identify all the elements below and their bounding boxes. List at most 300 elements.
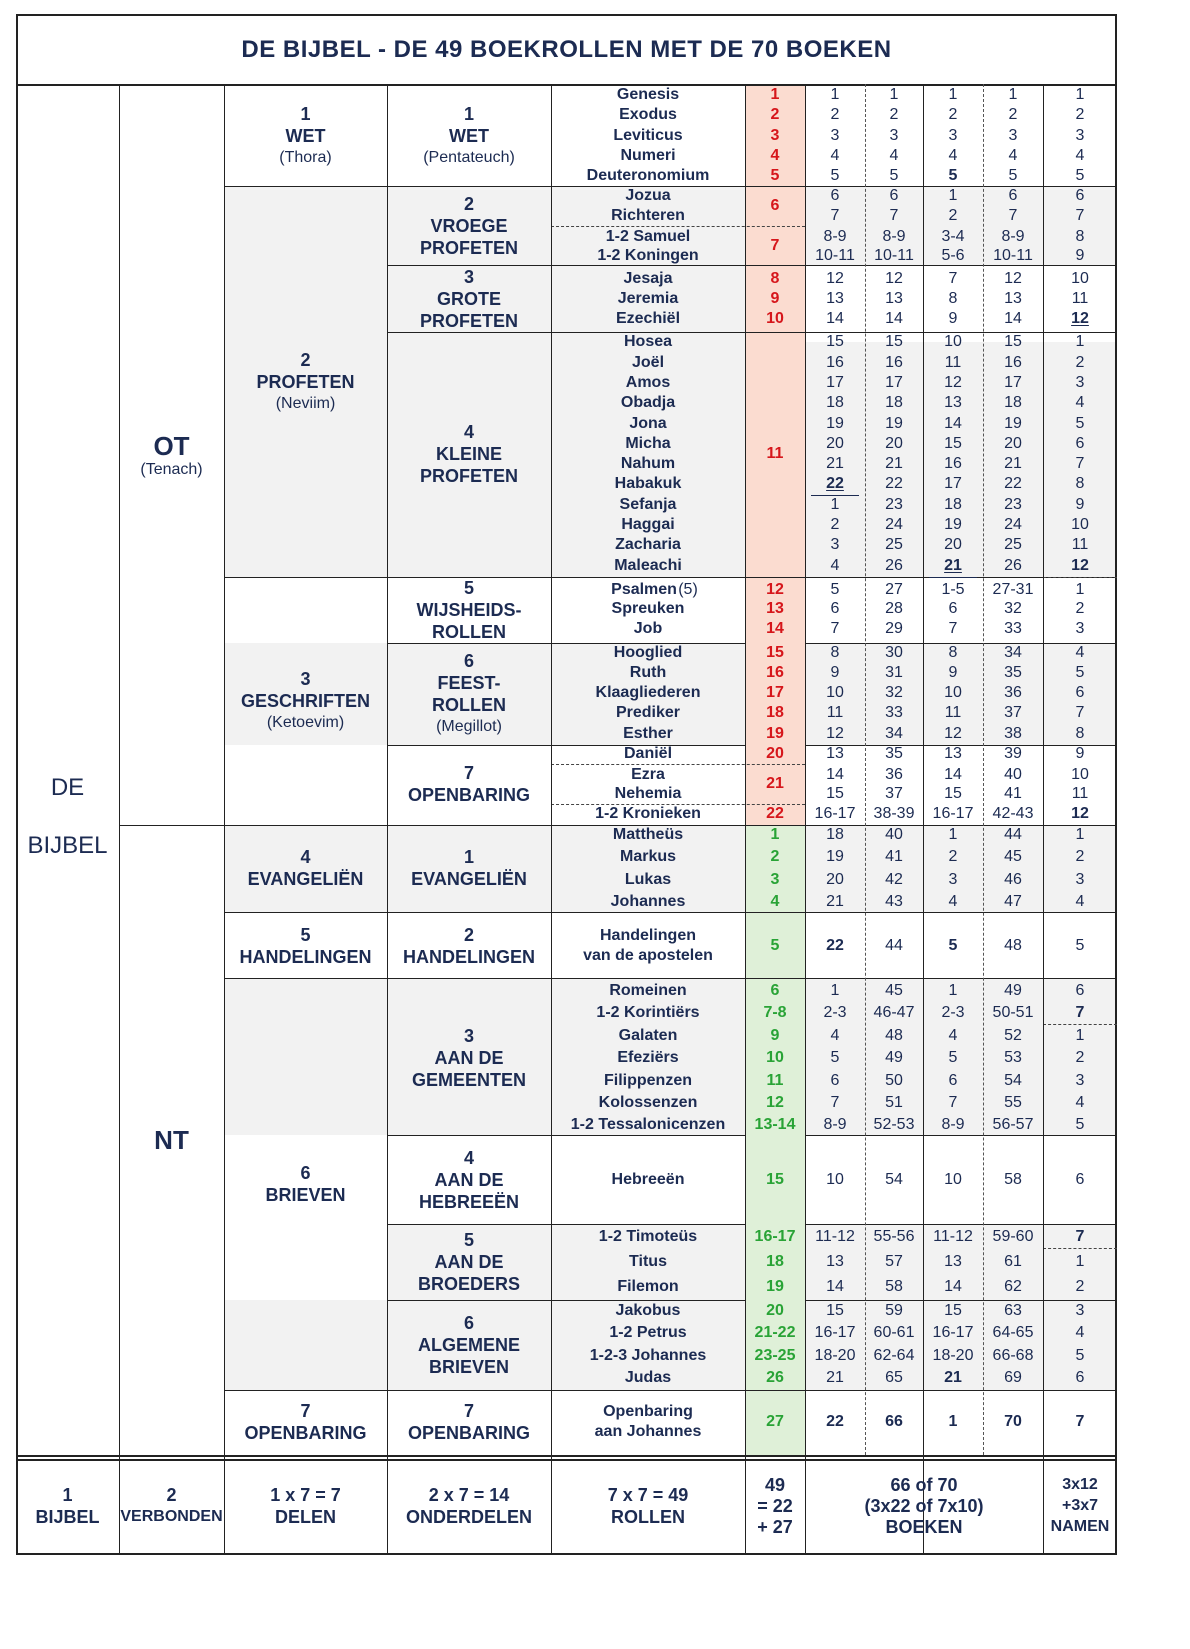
book-name: Romeinen <box>609 982 687 999</box>
count-cell: 8 <box>948 290 958 307</box>
footer-cell-7-line: 66 of 70 <box>890 1475 958 1495</box>
part-7-line: OPENBARING <box>244 1423 367 1443</box>
count-cell: 5 <box>1075 664 1085 681</box>
count-cell: 44 <box>1004 826 1022 843</box>
count-cell: 8-9 <box>823 228 847 245</box>
count-cell: 17 <box>826 374 844 391</box>
grid-line <box>745 912 805 913</box>
count-cell: 46 <box>1004 871 1022 888</box>
count-cell: 50-51 <box>992 1004 1034 1021</box>
count-cell: 55-56 <box>873 1228 915 1245</box>
count-cell: 28 <box>885 600 903 617</box>
subpart-13-line: ALGEMENE <box>417 1335 521 1355</box>
count-cell: 10 <box>944 1171 962 1188</box>
count-cell: 17 <box>944 475 962 492</box>
book-name: Zacharia <box>615 536 681 553</box>
count-cell: 21 <box>1004 455 1022 472</box>
subpart-12-line: BROEDERS <box>417 1274 521 1294</box>
count-cell: 25 <box>885 536 903 553</box>
count-cell: 15 <box>1004 333 1022 350</box>
subpart-1-line: WET <box>449 126 489 146</box>
count-cell: 51 <box>885 1094 903 1111</box>
book-name: Jozua <box>625 187 671 204</box>
subpart-9-line: HANDELINGEN <box>402 947 536 967</box>
count-cell: 3 <box>1075 127 1085 144</box>
count-cell: 10 <box>826 684 844 701</box>
subpart-3-line: GROTE <box>436 289 502 309</box>
subpart-12-line: 5 <box>463 1230 475 1250</box>
count-cell: 5 <box>830 581 840 598</box>
count-cell: 59 <box>885 1302 903 1319</box>
part-3-line: 3 <box>300 669 311 689</box>
count-cell: 15 <box>826 1302 844 1319</box>
book-name: 1-2 Korintiërs <box>596 1004 700 1021</box>
count-cell: 16 <box>1004 354 1022 371</box>
book-name: Maleachi <box>614 557 682 574</box>
count-cell: 53 <box>1004 1049 1022 1066</box>
footer-cell-1-line: 1 <box>62 1485 73 1505</box>
grid-line <box>387 332 745 333</box>
footer-cell-3-line: DELEN <box>274 1507 337 1527</box>
page-title: DE BIJBEL - DE 49 BOEKROLLEN MET DE 70 BOEKEN <box>241 36 892 63</box>
scroll-number: 2 <box>770 848 780 865</box>
grid-line <box>387 265 745 266</box>
subpart-13-line: BRIEVEN <box>428 1357 510 1377</box>
scroll-number: 15 <box>766 1171 784 1188</box>
book-name: Jeremia <box>617 290 679 307</box>
scroll-number: 12 <box>766 1094 784 1111</box>
book-name: Joël <box>631 354 665 371</box>
count-cell: 59-60 <box>992 1228 1034 1245</box>
grid-line <box>745 84 746 1555</box>
scroll-number: 11 <box>766 445 784 462</box>
count-cell: 3 <box>1075 1072 1085 1089</box>
scroll-number: 20 <box>766 1302 784 1319</box>
count-cell: 37 <box>885 785 903 802</box>
count-cell: 2 <box>948 207 958 224</box>
subpart-11-line: 4 <box>463 1148 475 1168</box>
scroll-number: 9 <box>770 1027 780 1044</box>
count-cell: 12 <box>826 725 844 742</box>
count-cell: 10 <box>1071 270 1089 287</box>
book-name: Kolossenzen <box>598 1094 698 1111</box>
count-cell: 10 <box>1071 516 1089 533</box>
scroll-number: 7-8 <box>763 1004 787 1021</box>
grid-line <box>387 1300 745 1301</box>
scroll-number: 13-14 <box>754 1116 796 1133</box>
count-cell: 17 <box>885 374 903 391</box>
count-cell: 25 <box>1004 536 1022 553</box>
subpart-4-line: 4 <box>463 422 475 442</box>
count-cell: 4 <box>948 1027 958 1044</box>
grid-line <box>805 1300 1117 1301</box>
count-cell: 5 <box>1008 167 1018 184</box>
count-cell: 62-64 <box>873 1347 915 1364</box>
count-cell: 9 <box>1075 247 1085 264</box>
book-name: Mattheüs <box>612 826 684 843</box>
count-cell: 4 <box>1075 147 1085 164</box>
book-name: Hebreeën <box>611 1171 685 1188</box>
book-name: Johannes <box>610 893 686 910</box>
scroll-number: 2 <box>770 106 780 123</box>
count-cell: 7 <box>948 1094 958 1111</box>
count-cell: 3 <box>1075 374 1085 391</box>
count-cell: 16 <box>944 455 962 472</box>
count-cell: 30 <box>885 644 903 661</box>
count-cell: 19 <box>826 848 844 865</box>
part-5-line: 5 <box>300 925 311 945</box>
footer-cell-2-line: 2 <box>166 1485 177 1505</box>
count-cell: 16-17 <box>814 805 856 822</box>
book-name: Efeziërs <box>617 1049 679 1066</box>
scroll-number: 17 <box>766 684 784 701</box>
scroll-number: 11 <box>766 1072 784 1089</box>
count-cell: 2 <box>948 848 958 865</box>
book-name: Habakuk <box>614 475 682 492</box>
book-name: Nahum <box>620 455 676 472</box>
subpart-5-line: ROLLEN <box>432 622 506 642</box>
count-cell: 3 <box>830 127 840 144</box>
grid-line <box>224 1390 745 1391</box>
count-cell: 7 <box>948 270 958 287</box>
count-cell: 10 <box>944 333 962 350</box>
count-cell: 48 <box>1004 937 1022 954</box>
count-cell: 6 <box>1075 684 1085 701</box>
count-cell: 4 <box>1075 893 1085 910</box>
grid-line <box>745 978 805 979</box>
count-cell: 18 <box>885 394 903 411</box>
subpart-6-line: 6 <box>463 651 475 671</box>
count-cell: 7 <box>948 620 958 637</box>
grid-line <box>16 1455 1117 1457</box>
grid-line <box>805 825 1117 826</box>
count-cell: 58 <box>885 1278 903 1295</box>
count-cell: 4 <box>830 557 840 574</box>
subpart-11-line: HEBREEËN <box>418 1192 520 1212</box>
count-cell: 4 <box>1075 644 1085 661</box>
count-cell: 54 <box>1004 1072 1022 1089</box>
subpart-7-line: 7 <box>463 763 475 783</box>
grid-line <box>805 978 1117 979</box>
count-cell: 1 <box>830 496 840 513</box>
book-name: 1-2 Kronieken <box>595 805 701 822</box>
count-cell: 9 <box>830 664 840 681</box>
count-cell: 48 <box>885 1027 903 1044</box>
count-cell: 11 <box>1071 290 1089 307</box>
count-cell: 42 <box>885 871 903 888</box>
count-cell: 11-12 <box>815 1228 855 1245</box>
count-cell: 22 <box>826 937 844 954</box>
count-cell: 31 <box>885 664 903 681</box>
count-cell: 39 <box>1004 745 1022 762</box>
count-cell: 13 <box>944 745 962 762</box>
book-name: Genesis <box>616 86 680 103</box>
count-cell: 13 <box>1004 290 1022 307</box>
dashed-separator <box>551 226 805 227</box>
count-cell: 3 <box>1075 1302 1085 1319</box>
count-cell: 4 <box>830 147 840 164</box>
count-cell: 18-20 <box>814 1347 856 1364</box>
count-cell: 6 <box>948 1072 958 1089</box>
book-name: Filippenzen <box>604 1072 692 1089</box>
count-cell: 36 <box>1004 684 1022 701</box>
count-cell: 3 <box>948 127 958 144</box>
book-name: Jesaja <box>623 270 673 287</box>
count-cell: 13 <box>826 745 844 762</box>
dashed-separator <box>1043 577 1117 578</box>
book-name: Obadja <box>620 394 676 411</box>
count-cell: 22 <box>826 1413 844 1430</box>
count-cell: 4 <box>889 147 899 164</box>
count-cell: 44 <box>885 937 903 954</box>
count-cell: 8 <box>1075 475 1085 492</box>
scroll-number: 10 <box>766 310 784 327</box>
count-cell: 3 <box>1008 127 1018 144</box>
count-cell: 9 <box>1075 496 1085 513</box>
book-name: 1-2 Timoteüs <box>598 1228 698 1245</box>
book-name: Jakobus <box>615 1302 681 1319</box>
count-cell: 1 <box>948 187 958 204</box>
grid-line <box>224 84 225 1555</box>
grid-line <box>224 912 745 913</box>
count-cell: 1 <box>1075 826 1085 843</box>
footer-cell-5-line: 7 x 7 = 49 <box>607 1485 689 1505</box>
part-6-line: 6 <box>300 1163 311 1183</box>
book-name: Hooglied <box>613 644 683 661</box>
count-cell: 4 <box>1075 1094 1085 1111</box>
count-cell: 69 <box>1004 1369 1022 1386</box>
count-cell: 60-61 <box>873 1324 915 1341</box>
count-cell: 11 <box>1071 785 1089 802</box>
footer-cell-1-line: BIJBEL <box>35 1507 100 1527</box>
count-cell: 4 <box>1008 147 1018 164</box>
count-cell: 5 <box>948 1049 958 1066</box>
count-cell: 8-9 <box>823 1116 847 1133</box>
book-name: Hosea <box>623 333 673 350</box>
book-name: Amos <box>625 374 671 391</box>
scroll-number: 21-22 <box>754 1324 796 1341</box>
count-cell: 8-9 <box>941 1116 965 1133</box>
grid-line <box>224 978 745 979</box>
count-cell: 5 <box>830 167 840 184</box>
count-cell: 13 <box>826 290 844 307</box>
count-cell: 2 <box>1075 600 1085 617</box>
grid-line <box>745 1390 805 1391</box>
count-cell: 40 <box>885 826 903 843</box>
grid-line <box>805 1224 1117 1225</box>
subpart-8-line: EVANGELIËN <box>411 869 527 889</box>
scroll-number: 4 <box>770 893 780 910</box>
count-cell: 8-9 <box>1001 228 1025 245</box>
part-4-line: EVANGELIËN <box>247 869 364 889</box>
count-cell: 57 <box>885 1253 903 1270</box>
count-cell: 10 <box>826 1171 844 1188</box>
grid-line <box>387 1224 745 1225</box>
count-cell: 11 <box>944 354 962 371</box>
count-cell: 38-39 <box>873 805 915 822</box>
scroll-number: 6 <box>770 982 780 999</box>
book-name: Job <box>633 620 663 637</box>
footer-cell-4-line: ONDERDELEN <box>405 1507 533 1527</box>
count-cell: 12 <box>1071 557 1089 574</box>
scroll-number: 12 <box>766 581 784 598</box>
count-cell: 29 <box>885 620 903 637</box>
count-cell: 6 <box>1075 1369 1085 1386</box>
subpart-10-line: 3 <box>463 1026 475 1046</box>
book-name: Sefanja <box>619 496 677 513</box>
grid-line <box>805 265 1117 266</box>
bijbel-label-bijbel: BIJBEL <box>27 832 108 859</box>
count-cell: 14 <box>826 1278 844 1295</box>
part-6-line: BRIEVEN <box>265 1185 346 1205</box>
subpart-6-line: FEEST- <box>437 673 501 693</box>
scroll-number: 1 <box>770 826 780 843</box>
count-cell: 9 <box>1075 745 1085 762</box>
count-cell: 6 <box>1008 187 1018 204</box>
count-cell: 14 <box>885 310 903 327</box>
scroll-number: 23-25 <box>754 1347 796 1364</box>
count-cell: 6 <box>1075 1171 1085 1188</box>
count-cell: 7 <box>1075 704 1085 721</box>
scroll-number: 10 <box>766 1049 784 1066</box>
count-cell: 22 <box>885 475 903 492</box>
book-name: Klaagliederen <box>595 684 701 701</box>
count-cell: 26 <box>885 557 903 574</box>
subpart-6-line: ROLLEN <box>432 695 506 715</box>
count-cell: 3-4 <box>941 228 965 245</box>
count-cell: 7 <box>830 620 840 637</box>
footer-cell-3-line: 1 x 7 = 7 <box>270 1485 341 1505</box>
count-cell: 3 <box>1075 871 1085 888</box>
footer-cell-5-line: ROLLEN <box>611 1507 685 1527</box>
footer-cell-6-line: 49 <box>764 1475 786 1495</box>
count-cell: 13 <box>826 1253 844 1270</box>
scroll-number: 4 <box>770 147 780 164</box>
part-1-line: WET <box>285 126 326 146</box>
count-cell: 50 <box>885 1072 903 1089</box>
subpart-3-line: PROFETEN <box>419 311 519 331</box>
book-name: Ezechiël <box>615 310 681 327</box>
count-cell: 6 <box>1075 982 1085 999</box>
part-5-line: HANDELINGEN <box>239 947 372 967</box>
grid-line <box>745 332 805 333</box>
count-cell: 12 <box>944 374 962 391</box>
count-cell: 45 <box>1004 848 1022 865</box>
count-cell: 55 <box>1004 1094 1022 1111</box>
count-cell: 5-6 <box>941 247 965 264</box>
count-cell: 11 <box>826 704 844 721</box>
part-1-line: (Thora) <box>279 149 332 166</box>
book-name: Prediker <box>615 704 681 721</box>
count-cell: 1-5 <box>941 581 965 598</box>
count-cell: 7 <box>1075 207 1085 224</box>
count-cell: 5 <box>889 167 899 184</box>
book-name: Handelingen <box>599 927 697 944</box>
count-cell: 24 <box>885 516 903 533</box>
footer-cell-4-line: 2 x 7 = 14 <box>428 1485 510 1505</box>
count-cell: 2 <box>889 106 899 123</box>
book-name: aan Johannes <box>594 1423 702 1440</box>
count-cell: 10 <box>944 684 962 701</box>
book-name: Openbaring <box>603 1403 693 1420</box>
count-cell: 5 <box>1075 937 1085 954</box>
count-cell: 5 <box>830 1049 840 1066</box>
count-cell: 10-11 <box>993 247 1033 264</box>
count-cell: 2 <box>1075 848 1085 865</box>
subpart-14-line: OPENBARING <box>407 1423 531 1443</box>
subpart-5-line: WIJSHEIDS- <box>416 600 522 620</box>
count-cell: 8 <box>1075 228 1085 245</box>
count-cell: 12 <box>944 725 962 742</box>
book-name: Haggai <box>621 516 675 533</box>
book-name: Exodus <box>619 106 677 123</box>
book-name: Richteren <box>611 207 685 224</box>
count-cell: 9 <box>948 664 958 681</box>
count-cell: 15 <box>944 1302 962 1319</box>
count-cell: 6 <box>1075 435 1085 452</box>
dashed-column-line <box>865 84 866 1455</box>
scroll-number: 5 <box>770 937 780 954</box>
count-cell: 5 <box>1075 415 1085 432</box>
count-cell: 14 <box>826 310 844 327</box>
count-cell: 41 <box>885 848 903 865</box>
subpart-10-line: GEMEENTEN <box>411 1070 527 1090</box>
testament-ot-sub: (Tenach) <box>140 461 203 478</box>
count-cell: 21 <box>885 455 903 472</box>
book-name: Psalmen <box>611 581 677 598</box>
scroll-number: 16-17 <box>754 1228 796 1245</box>
scroll-number: 20 <box>766 745 784 762</box>
count-cell: 43 <box>885 893 903 910</box>
book-name: Titus <box>629 1253 667 1270</box>
count-cell: 46-47 <box>873 1004 915 1021</box>
book-name: Filemon <box>617 1278 679 1295</box>
grid-line <box>805 84 806 1555</box>
count-cell: 1 <box>948 982 958 999</box>
subpart-1-line: 1 <box>463 104 475 124</box>
count-cell: 7 <box>1075 455 1085 472</box>
scroll-number: 16 <box>766 664 784 681</box>
count-cell: 18 <box>826 394 844 411</box>
footer-cell-8-line: NAMEN <box>1050 1518 1110 1535</box>
count-cell: 62 <box>1004 1278 1022 1295</box>
part-1-line: 1 <box>300 104 311 124</box>
book-name: Lukas <box>624 871 672 888</box>
count-cell: 6 <box>830 187 840 204</box>
book-name: van de apostelen <box>583 947 713 964</box>
book-name: Esther <box>623 725 673 742</box>
count-cell: 21 <box>944 557 962 574</box>
grid-line <box>16 1459 1117 1461</box>
grid-line <box>923 84 924 1555</box>
count-cell: 21 <box>826 455 844 472</box>
count-cell: 6 <box>1075 187 1085 204</box>
count-cell: 5 <box>948 167 958 184</box>
count-cell: 21 <box>826 1369 844 1386</box>
count-cell: 7 <box>1075 1228 1085 1245</box>
count-cell: 27 <box>885 581 903 598</box>
bijbel-label-de: DE <box>50 774 85 801</box>
count-cell: 8 <box>830 644 840 661</box>
book-name: 1-2-3 Johannes <box>589 1347 707 1364</box>
subpart-2-line: PROFETEN <box>419 238 519 258</box>
count-cell: 32 <box>1004 600 1022 617</box>
count-cell: 41 <box>1004 785 1022 802</box>
count-cell: 20 <box>885 435 903 452</box>
subpart-14-line: 7 <box>463 1401 475 1421</box>
grid-line <box>387 643 745 644</box>
count-cell: 42-43 <box>992 805 1034 822</box>
